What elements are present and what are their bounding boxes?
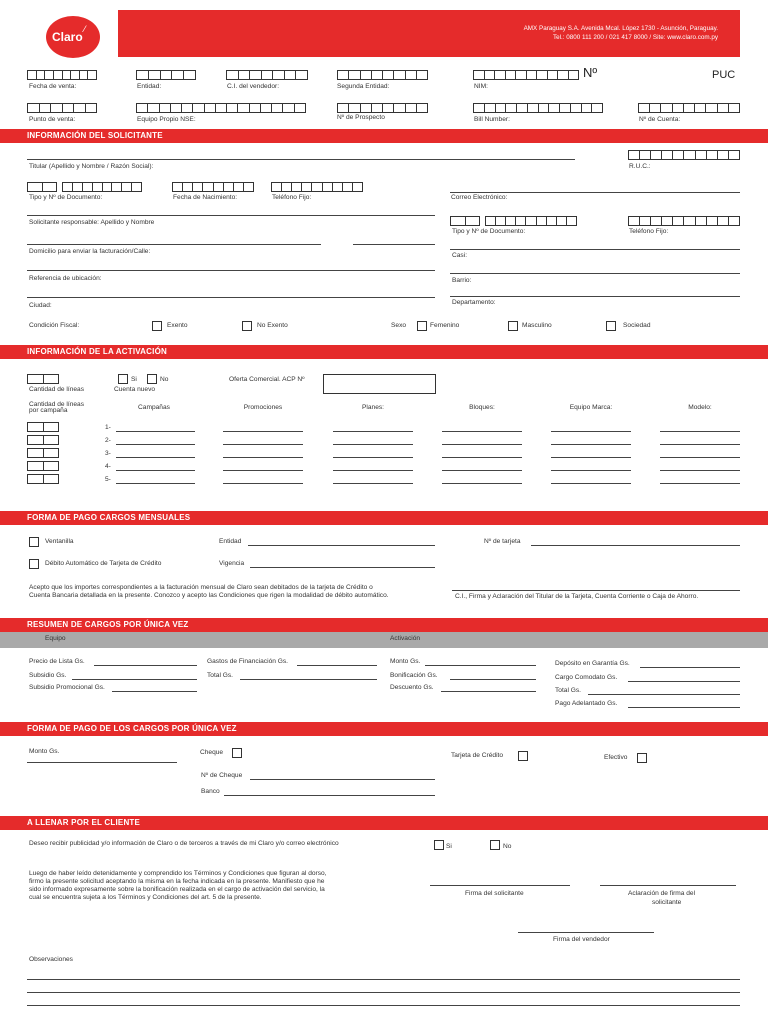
departamento-line xyxy=(450,296,740,297)
efectivo-label: Efectivo xyxy=(604,754,628,761)
terms-line-3: sido informado expresamente sobre la bonificación realizada en el cargo de activación del servicio, la xyxy=(29,886,325,893)
publicidad-no-label: No xyxy=(503,843,512,850)
claro-logo-text: Claro xyxy=(52,30,83,44)
activacion-row-label: 2- xyxy=(105,437,111,444)
activacion-cell-line[interactable] xyxy=(551,444,631,445)
observaciones-line-3 xyxy=(27,1005,740,1006)
descuento-line xyxy=(441,691,536,692)
activacion-row-label: 5- xyxy=(105,476,111,483)
banco-label: Banco xyxy=(201,788,220,795)
prospecto-boxes[interactable] xyxy=(337,103,428,113)
activacion-cell-line[interactable] xyxy=(442,483,522,484)
gastos-fin-line xyxy=(297,665,377,666)
activacion-cell-line[interactable] xyxy=(660,444,740,445)
casi-label: Casi: xyxy=(452,252,468,259)
header-red-band xyxy=(118,10,740,57)
aclaracion-line xyxy=(600,885,736,886)
activacion-cell-line[interactable] xyxy=(333,483,413,484)
activacion-cell-line[interactable] xyxy=(223,457,303,458)
firma-titular-line xyxy=(452,590,740,591)
resumen-gray-band xyxy=(0,632,768,648)
activacion-cell-line[interactable] xyxy=(333,444,413,445)
cuenta-nuevo-label: Cuenta nuevo xyxy=(114,386,156,393)
cantidad-campana-label-2: por campaña xyxy=(29,407,68,414)
activacion-row-label: 4- xyxy=(105,463,111,470)
bill-number-boxes[interactable] xyxy=(473,103,603,113)
cargo-comodato-line xyxy=(628,681,740,682)
tipo-doc-boxes-a[interactable] xyxy=(27,182,57,192)
femenino-label: Femenino xyxy=(430,322,460,329)
activacion-cell-line[interactable] xyxy=(116,457,195,458)
responsable-label: Solicitante responsable: Apellido y Nombre xyxy=(29,219,155,226)
aclaracion-label-1: Aclaración de firma del xyxy=(628,890,696,897)
publicidad-si-checkbox[interactable] xyxy=(434,840,444,850)
monto-resumen-label: Monto Gs. xyxy=(390,658,421,665)
ruc-label: R.U.C.: xyxy=(629,163,651,170)
tipo-doc-label: Tipo y Nº de Documento: xyxy=(29,194,103,201)
activacion-cell-line[interactable] xyxy=(223,470,303,471)
banco-line xyxy=(224,795,435,796)
activacion-row-label: 3- xyxy=(105,450,111,457)
tarjeta-label: Tarjeta de Crédito xyxy=(451,752,504,759)
cantidad-lineas-boxes[interactable] xyxy=(27,374,59,384)
titular-line xyxy=(27,159,575,160)
nro-cuenta-boxes[interactable] xyxy=(638,103,740,113)
tipo-doc-boxes-b[interactable] xyxy=(62,182,142,192)
activacion-cell-line[interactable] xyxy=(551,457,631,458)
claro-logo-rays-icon: ⁄ xyxy=(84,24,86,34)
activacion-column-header: Equipo Marca: xyxy=(569,404,613,411)
deposito-line xyxy=(640,667,740,668)
acepto-text-1: Acepto que los importes correspondientes a la facturación mensual de Claro sean debitados de la tarjeta de Crédito o xyxy=(29,584,373,591)
firma-solicitante-label: Firma del solicitante xyxy=(465,890,524,897)
ci-vendedor-label: C.I. del vendedor: xyxy=(227,83,280,90)
deposito-label: Depósito en Garantía Gs. xyxy=(555,660,630,667)
tarjeta-checkbox[interactable] xyxy=(518,751,528,761)
nim-boxes[interactable] xyxy=(473,70,579,80)
tipo-doc2-boxes-b[interactable] xyxy=(485,216,577,226)
no-exento-checkbox[interactable] xyxy=(242,321,252,331)
entidad-pago-label: Entidad xyxy=(219,538,242,545)
descuento-label: Descuento Gs. xyxy=(390,684,434,691)
subsidio-label: Subsidio Gs. xyxy=(29,672,67,679)
subsidio-line xyxy=(72,679,197,680)
terms-line-2: firmo la presente solicitud aceptando la misma en la fecha indicada en la presente. Manifiesto que he xyxy=(29,878,325,885)
company-contact: Tel.: 0800 111 200 / 021 417 8000 / Site: www.claro.com.py xyxy=(553,34,718,41)
segunda-entidad-label: Segunda Entidad: xyxy=(337,83,390,90)
activacion-header: Activación xyxy=(390,635,421,642)
debito-checkbox[interactable] xyxy=(29,559,39,569)
precio-lista-line xyxy=(94,665,197,666)
activacion-column-header: Promociones xyxy=(243,404,283,411)
punto-venta-label: Punto de venta: xyxy=(29,116,76,123)
oferta-label: Oferta Comercial. ACP Nº xyxy=(229,376,305,383)
exento-checkbox[interactable] xyxy=(152,321,162,331)
activacion-cell-line[interactable] xyxy=(442,470,522,471)
responsable-line xyxy=(27,215,435,216)
masculino-checkbox[interactable] xyxy=(508,321,518,331)
cuenta-no-label: No xyxy=(160,376,169,383)
publicidad-text: Deseo recibir publicidad y/o información de Claro o de terceros a través de mi Claro y/o correo electrónico xyxy=(29,840,339,847)
activacion-cell-line[interactable] xyxy=(660,470,740,471)
activacion-cell-line[interactable] xyxy=(551,470,631,471)
equipo-propio-boxes[interactable] xyxy=(136,103,306,113)
section-cliente: A LLENAR POR EL CLIENTE xyxy=(0,816,768,830)
sexo-label: Sexo xyxy=(391,322,407,329)
correo-line xyxy=(450,192,740,193)
segunda-entidad-boxes[interactable] xyxy=(337,70,428,80)
sociedad-label: Sociedad xyxy=(623,322,651,329)
activacion-cell-line[interactable] xyxy=(333,457,413,458)
activacion-cell-line[interactable] xyxy=(442,457,522,458)
referencia-line-top xyxy=(27,270,435,271)
gastos-fin-label: Gastos de Financiación Gs. xyxy=(207,658,288,665)
barrio-label: Barrio: xyxy=(452,277,472,284)
activacion-cell-line[interactable] xyxy=(660,483,740,484)
campana-boxes-grid[interactable] xyxy=(27,422,59,487)
masculino-label: Masculino xyxy=(522,322,552,329)
cargo-comodato-label: Cargo Comodato Gs. xyxy=(555,674,618,681)
activacion-cell-line[interactable] xyxy=(442,444,522,445)
subsidio-promo-label: Subsidio Promocional Gs. xyxy=(29,684,105,691)
activacion-cell-line[interactable] xyxy=(223,431,303,432)
pago-adelantado-label: Pago Adelantado Gs. xyxy=(555,700,618,707)
firma-solicitante-line xyxy=(430,885,570,886)
cantidad-campana-label-1: Cantidad de líneas xyxy=(29,401,84,408)
activacion-cell-line[interactable] xyxy=(551,431,631,432)
sociedad-checkbox[interactable] xyxy=(606,321,616,331)
tipo-doc2-boxes-a[interactable] xyxy=(450,216,480,226)
equipo-propio-label: Equipo Propio NSE: xyxy=(137,116,196,123)
ciudad-label: Ciudad: xyxy=(29,302,52,309)
terms-line-1: Luego de haber leído detenidamente y comprendido los Términos y Condiciones que figuran al dorso, xyxy=(29,870,327,877)
activacion-column-header: Modelo: xyxy=(688,404,712,411)
observaciones-line-1 xyxy=(27,979,740,980)
entidad-label: Entidad: xyxy=(137,83,162,90)
referencia-line xyxy=(27,297,435,298)
vigencia-label: Vigencia xyxy=(219,560,245,567)
company-address: AMX Paraguay S.A. Avenida Mcal. López 1730 - Asunción, Paraguay. xyxy=(523,25,718,32)
ci-vendedor-boxes[interactable] xyxy=(226,70,308,80)
activacion-cell-line[interactable] xyxy=(333,431,413,432)
section-resumen: RESUMEN DE CARGOS POR ÚNICA VEZ xyxy=(0,618,768,632)
activacion-cell-line[interactable] xyxy=(116,431,195,432)
terms-line-4: cual se encuentra sujeta a los Términos y Condiciones del art. 5 de la presente. xyxy=(29,894,262,901)
cuenta-no-checkbox[interactable] xyxy=(147,374,157,384)
total1-line xyxy=(240,679,377,680)
telefono-fijo-label: Teléfono Fijo: xyxy=(272,194,312,201)
departamento-label: Departamento: xyxy=(452,299,496,306)
nro-cheque-label: Nº de Cheque xyxy=(201,772,243,779)
cantidad-lineas-label: Cantidad de líneas xyxy=(29,386,84,393)
punto-venta-boxes[interactable] xyxy=(27,103,97,113)
observaciones-line-2 xyxy=(27,992,740,993)
correo-label: Correo Electrónico: xyxy=(451,194,508,201)
entidad-pago-line xyxy=(248,545,435,546)
nro-cuenta-label: Nº de Cuenta: xyxy=(639,116,681,123)
puc-label: PUC xyxy=(712,69,736,81)
subsidio-promo-line xyxy=(112,691,197,692)
total2-label: Total Gs. xyxy=(555,687,582,694)
monto-resumen-line xyxy=(425,665,536,666)
fecha-venta-label: Fecha de venta: xyxy=(29,83,77,90)
number-label: Nº xyxy=(583,65,598,80)
acepto-text-2: Cuenta Bancaria detallada en la presente. Conozco y acepto las Condiciones que rigen la modalidad de débito automático. xyxy=(29,592,389,599)
ventanilla-checkbox[interactable] xyxy=(29,537,39,547)
domicilio-line-b xyxy=(353,244,435,245)
bonificacion-line xyxy=(450,679,536,680)
bill-number-label: Bill Number: xyxy=(474,116,510,123)
pago-adelantado-line xyxy=(628,707,740,708)
no-exento-label: No Exento xyxy=(257,322,288,329)
entidad-boxes[interactable] xyxy=(136,70,196,80)
cheque-label: Cheque xyxy=(200,749,224,756)
section-solicitante: INFORMACIÓN DEL SOLICITANTE xyxy=(0,129,768,143)
condicion-fiscal-label: Condición Fiscal: xyxy=(29,322,80,329)
total1-label: Total Gs. xyxy=(207,672,234,679)
prospecto-label: Nº de Prospecto xyxy=(337,114,385,121)
vigencia-line xyxy=(250,567,435,568)
observaciones-label: Observaciones xyxy=(29,956,73,963)
activacion-cell-line[interactable] xyxy=(116,470,195,471)
precio-lista-label: Precio de Lista Gs. xyxy=(29,658,85,665)
activacion-cell-line[interactable] xyxy=(223,444,303,445)
ventanilla-label: Ventanilla xyxy=(45,538,74,545)
femenino-checkbox[interactable] xyxy=(417,321,427,331)
activacion-column-header: Planes: xyxy=(362,404,384,411)
aclaracion-label-2: solicitante xyxy=(652,899,682,906)
exento-label: Exento xyxy=(167,322,188,329)
casi-line xyxy=(450,249,740,250)
activacion-cell-line[interactable] xyxy=(660,431,740,432)
total2-line xyxy=(588,694,740,695)
telefono-fijo2-boxes[interactable] xyxy=(628,216,740,226)
fecha-venta-boxes[interactable] xyxy=(27,70,97,80)
activacion-cell-line[interactable] xyxy=(223,483,303,484)
activacion-cell-line[interactable] xyxy=(333,470,413,471)
tipo-doc2-label: Tipo y Nº de Documento: xyxy=(452,228,526,235)
cuenta-si-checkbox[interactable] xyxy=(118,374,128,384)
nim-label: NIM: xyxy=(474,83,488,90)
cheque-checkbox[interactable] xyxy=(232,748,242,758)
monto-unica-label: Monto Gs. xyxy=(29,748,60,755)
firma-vendedor-line xyxy=(518,932,654,933)
ruc-boxes[interactable] xyxy=(628,150,740,160)
activacion-cell-line[interactable] xyxy=(116,483,195,484)
section-pago-mensual: FORMA DE PAGO CARGOS MENSUALES xyxy=(0,511,768,525)
nro-tarjeta-line xyxy=(531,545,740,546)
section-activacion: INFORMACIÓN DE LA ACTIVACIÓN xyxy=(0,345,768,359)
nro-cheque-line xyxy=(250,779,435,780)
section-pago-unica: FORMA DE PAGO DE LOS CARGOS POR ÚNICA VEZ xyxy=(0,722,768,736)
firma-vendedor-label: Firma del vendedor xyxy=(553,936,610,943)
activacion-row-label: 1- xyxy=(105,424,111,431)
activacion-cell-line[interactable] xyxy=(660,457,740,458)
nro-tarjeta-label: Nº de tarjeta xyxy=(484,538,521,545)
activacion-cell-line[interactable] xyxy=(116,444,195,445)
oferta-input[interactable] xyxy=(323,374,436,394)
bonificacion-label: Bonificación Gs. xyxy=(390,672,438,679)
fecha-nac-label: Fecha de Nacimiento: xyxy=(173,194,238,201)
domicilio-line-a xyxy=(27,244,321,245)
activacion-cell-line[interactable] xyxy=(442,431,522,432)
efectivo-checkbox[interactable] xyxy=(637,753,647,763)
barrio-line xyxy=(450,273,740,274)
fecha-nac-boxes[interactable] xyxy=(172,182,254,192)
titular-label: Titular (Apellido y Nombre / Razón Social): xyxy=(29,163,154,170)
claro-logo xyxy=(46,16,100,58)
activacion-cell-line[interactable] xyxy=(551,483,631,484)
activacion-column-header: Campañas xyxy=(138,404,170,411)
telefono-fijo2-label: Teléfono Fijo: xyxy=(629,228,669,235)
equipo-header: Equipo xyxy=(45,635,66,642)
debito-label: Débito Automático de Tarjeta de Crédito xyxy=(45,560,162,567)
firma-titular-label: C.I., Firma y Aclaración del Titular de la Tarjeta, Cuenta Corriente o Caja de Ahorro. xyxy=(455,593,699,600)
cuenta-si-label: Si xyxy=(131,376,137,383)
monto-unica-line xyxy=(27,762,177,763)
publicidad-no-checkbox[interactable] xyxy=(490,840,500,850)
referencia-label: Referencia de ubicación: xyxy=(29,275,102,282)
telefono-fijo-boxes[interactable] xyxy=(271,182,363,192)
domicilio-label: Domicilio para enviar la facturación/Calle: xyxy=(29,248,151,255)
activacion-column-header: Bloques: xyxy=(469,404,495,411)
publicidad-si-label: Si xyxy=(446,843,452,850)
